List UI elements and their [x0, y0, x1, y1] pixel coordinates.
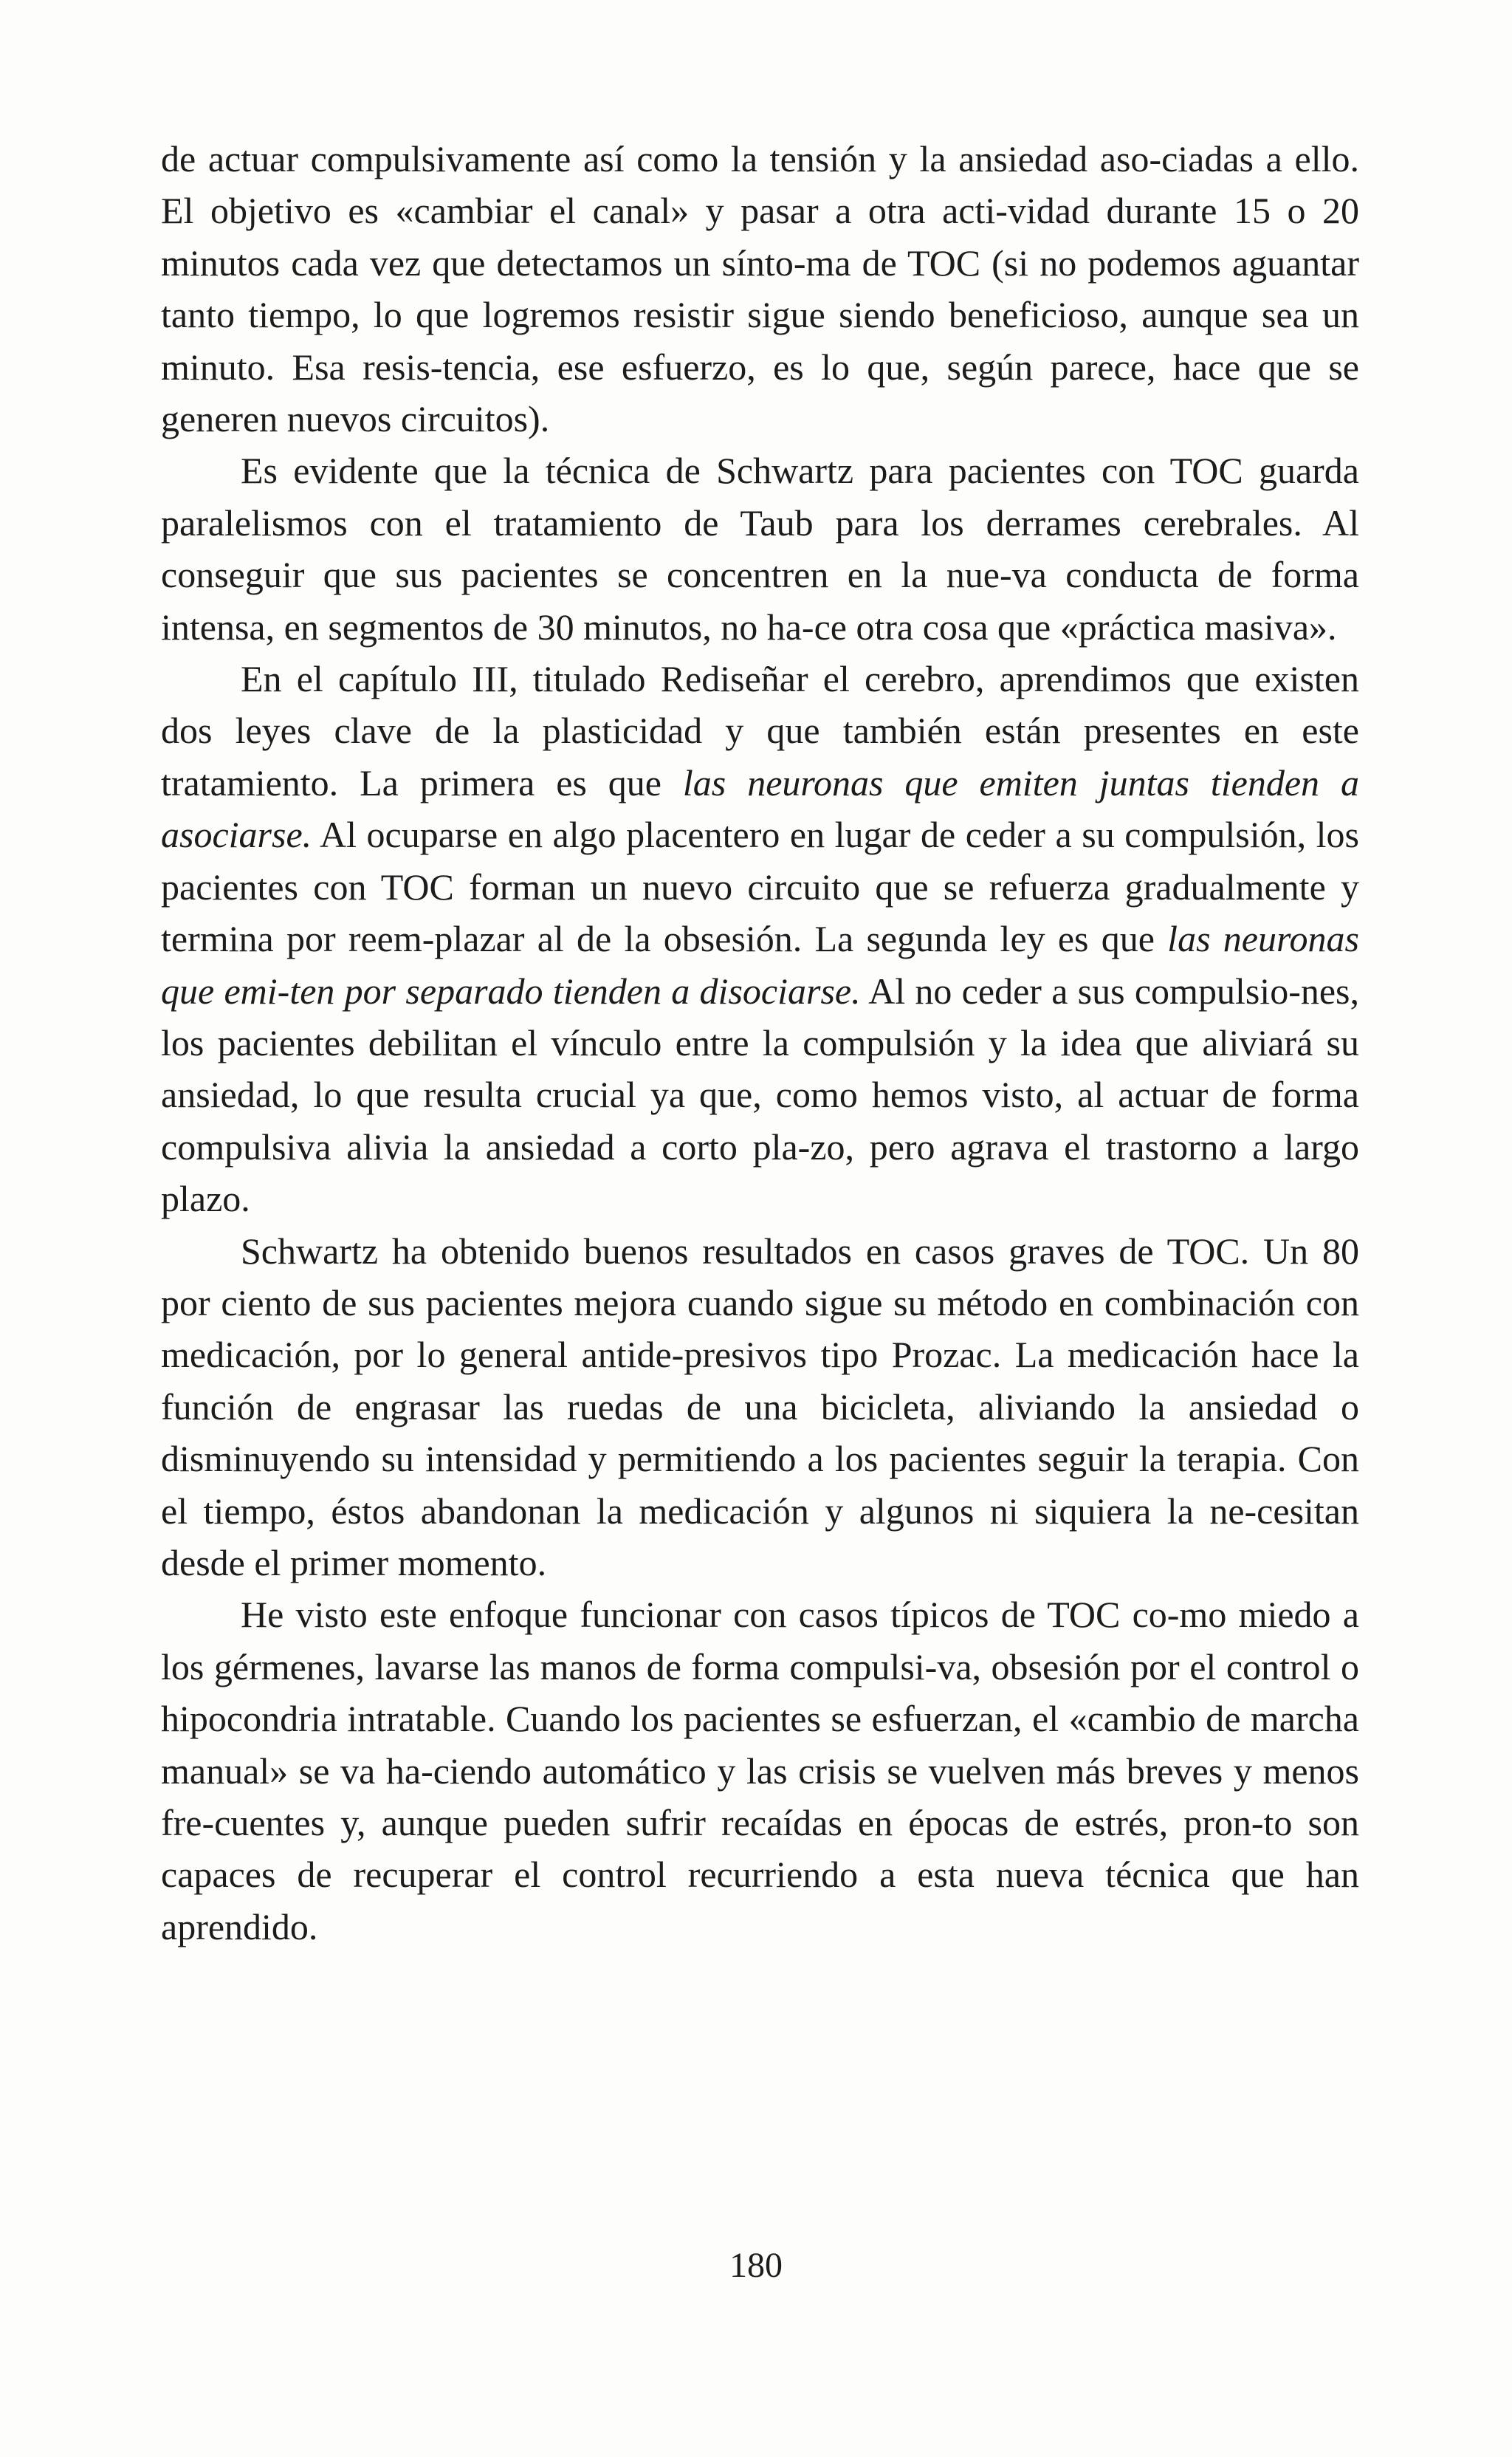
- paragraph-text: Schwartz ha obtenido buenos resultados en casos graves de TOC. Un 80 por ciento de sus pacientes mejora cuando sigue su método en combinación con medicación, por lo general antide-presivos tipo Prozac. La medicación hace la función de engrasar las ruedas de una bicicleta, aliviando la ansiedad o disminuyendo su intensidad y permitiendo a los pacientes seguir la terapia. Con el tiempo, éstos abandonan la medicación y algunos ni siquiera la ne-cesitan desde el primer momento.: [161, 1230, 1359, 1583]
- paragraph-3: [161, 653, 1359, 1224]
- paragraph-2: [161, 445, 1359, 653]
- italic-phrase: las neuronas que emi-ten por separado tienden a disociarse.: [161, 918, 1360, 1012]
- paragraph-1: [161, 133, 1359, 445]
- paragraph-text: Al ocuparse en algo placentero en lugar de ceder a su compulsión, los pacientes con TOC forman un nuevo circuito que se refuerza gradualmente y termina por reem-plazar al de la obsesión. La segunda ley es que: [161, 814, 1359, 960]
- italic-phrase: las neuronas que emiten juntas tienden a asociarse.: [161, 761, 1359, 856]
- paragraph-text: He visto este enfoque funcionar con casos típicos de TOC co-mo miedo a los gérmenes, lavarse las manos de forma compulsi-va, obsesión por el control o hipocondria intratable. Cuando los pacientes se esfuerzan, el «cambio de marcha manual» se va ha-ciendo automático y las crisis se vuelven más breves y menos fre-cuentes y, aunque pueden sufrir recaídas en épocas de estrés, pron-to son capaces de recuperar el control recurriendo a esta nueva técnica que han aprendido.: [161, 1594, 1359, 1947]
- paragraph-text: En el capítulo III, titulado Rediseñar el cerebro, aprendimos que existen dos leyes clave de la plasticidad y que también están presentes en este tratamiento. La primera es que: [161, 658, 1359, 803]
- body-text: [161, 133, 1359, 1953]
- paragraph-5: [161, 1589, 1359, 1953]
- paragraph-text: de actuar compulsivamente así como la tensión y la ansiedad aso-ciadas a ello. El objetivo es «cambiar el canal» y pasar a otra acti-vidad durante 15 o 20 minutos cada vez que detectamos un sínto-ma de TOC (si no podemos aguantar tanto tiempo, lo que logremos resistir sigue siendo beneficioso, aunque sea un minuto. Esa resis-tencia, ese esfuerzo, es lo que, según parece, hace que se generen nuevos circuitos).: [161, 138, 1359, 440]
- paragraph-4: [161, 1225, 1359, 1589]
- paragraph-text: Es evidente que la técnica de Schwartz para pacientes con TOC guarda paralelismos con el tratamiento de Taub para los derrames cerebrales. Al conseguir que sus pacientes se concentren en la nue-va conducta de forma intensa, en segmentos de 30 minutos, no ha-ce otra cosa que «práctica masiva».: [161, 450, 1359, 648]
- paragraph-text: Al no ceder a sus compulsio-nes, los pacientes debilitan el vínculo entre la compulsión y la idea que aliviará su ansiedad, lo que resulta crucial ya que, como hemos visto, al actuar de forma compulsiva alivia la ansiedad a corto pla-zo, pero agrava el trastorno a largo plazo.: [161, 970, 1359, 1220]
- page-number: 180: [729, 2246, 783, 2285]
